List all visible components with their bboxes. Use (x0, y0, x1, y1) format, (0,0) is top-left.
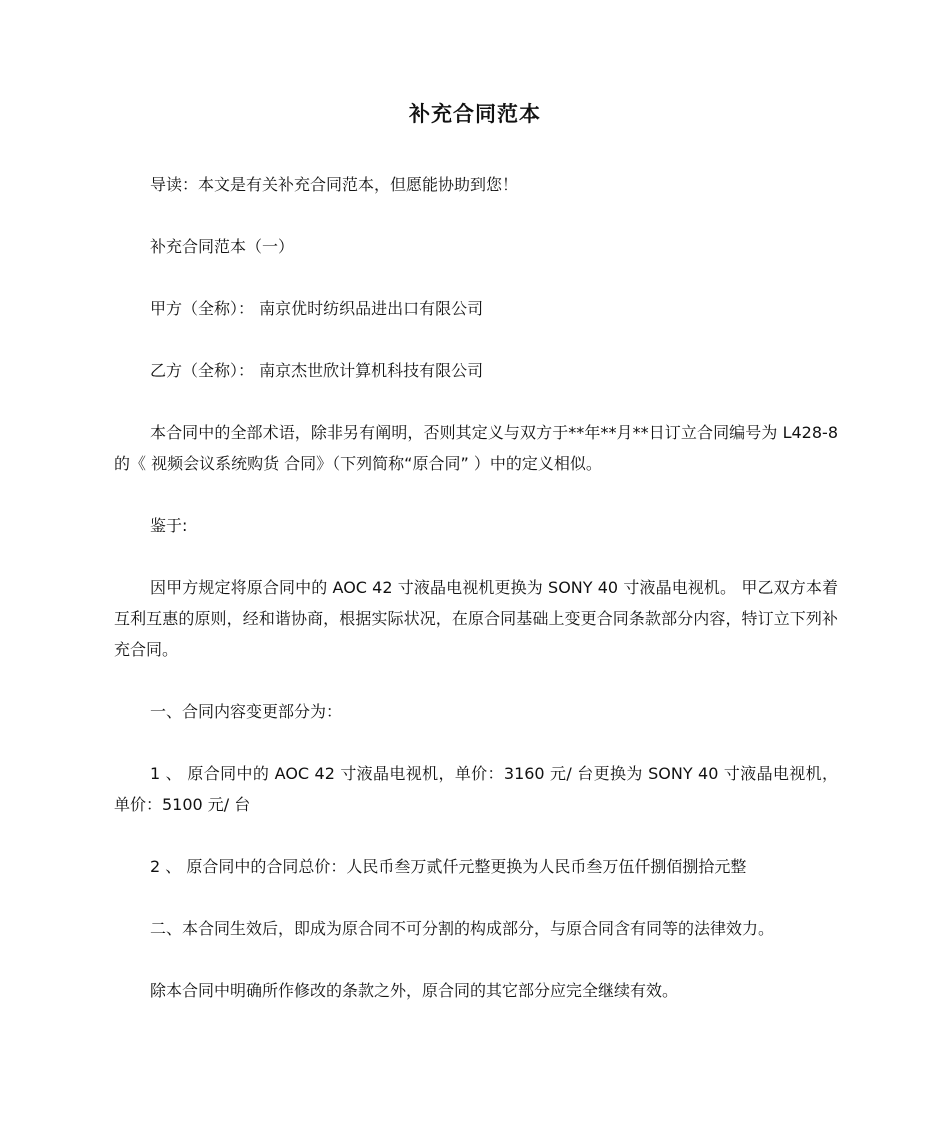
section-heading: 补充合同范本（一） (150, 237, 295, 256)
party-a-line: 甲方（全称）： 南京优时纺织品进出口有限公司 (150, 299, 484, 318)
document-title: 补充合同范本 (409, 102, 541, 126)
changes-heading: 一、合同内容变更部分为： (150, 702, 343, 721)
party-b-line: 乙方（全称）： 南京杰世欣计算机科技有限公司 (150, 361, 484, 380)
change-item-2: 2 、 原合同中的合同总价：人民币叁万贰仟元整更换为人民币叁万伍仟捌佰捌拾元整 (150, 857, 747, 876)
intro-paragraph: 导读：本文是有关补充合同范本，但愿能协助到您！ (150, 175, 519, 194)
reason-paragraph: 因甲方规定将原合同中的 AOC 42 寸液晶电视机更换为 SONY 40 寸液晶电视机。 甲乙双方本着互利互惠的原则，经和谐协商，根据实际状况，在原合同基础上变更合同条款部分内容，特订立下列补充合同。 (114, 578, 838, 659)
change-item-1: 1 、 原合同中的 AOC 42 寸液晶电视机，单价：3160 元/ 台更换为 SONY 40 寸液晶电视机，单价：5100 元/ 台 (114, 764, 838, 814)
terms-definition-paragraph: 本合同中的全部术语，除非另有阐明，否则其定义与双方于**年**月**日订立合同编号为 L428-8 的《 视频会议系统购货 合同》（下列简称“原合同” ）中的定义相似。 (114, 423, 838, 473)
effect-clause: 二、本合同生效后，即成为原合同不可分割的构成部分，与原合同含有同等的法律效力。 (150, 919, 775, 938)
remaining-validity-clause: 除本合同中明确所作修改的条款之外，原合同的其它部分应完全继续有效。 (150, 981, 679, 1000)
document-body (114, 169, 838, 1037)
whereas-label: 鉴于: (150, 516, 188, 535)
